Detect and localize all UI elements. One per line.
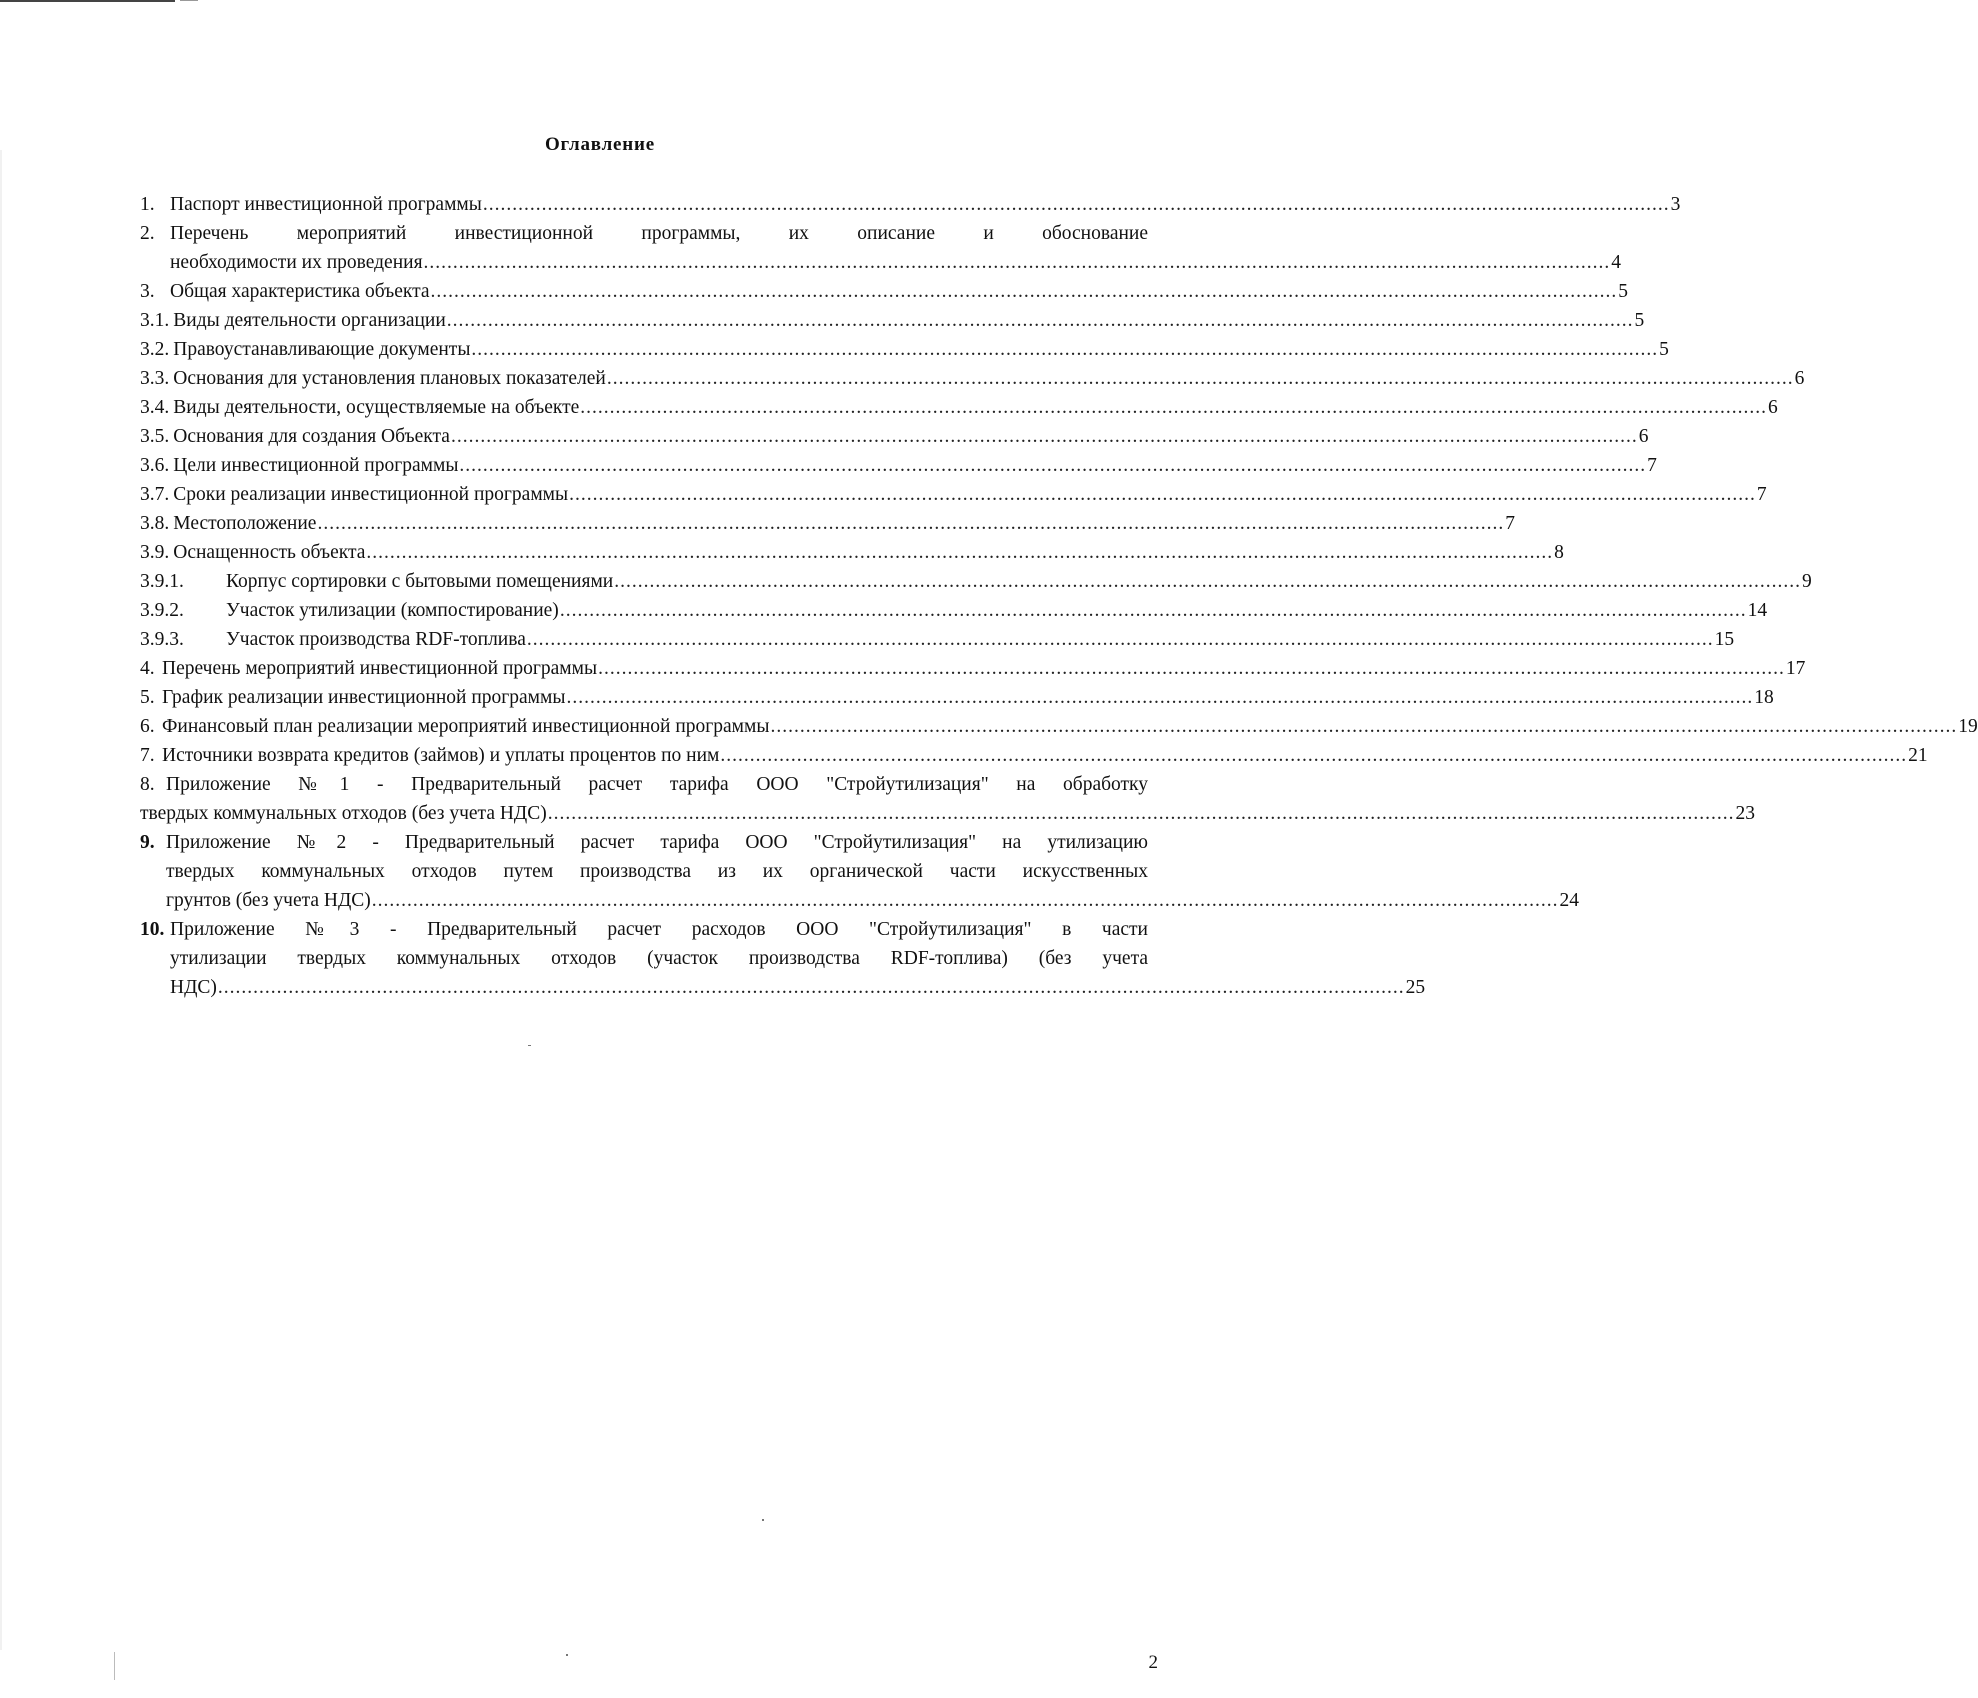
toc-entry-number: 3.5. — [140, 426, 170, 447]
scan-speck — [114, 1652, 115, 1680]
toc-entry-number: 3.2. — [140, 339, 170, 360]
page-number: 2 — [1148, 1652, 1158, 1673]
toc-entry-page: 4 — [1611, 252, 1622, 273]
toc-entry-label: Основания для установления плановых показателей — [173, 368, 606, 389]
toc-entry-label: необходимости их проведения — [170, 252, 423, 273]
toc-entry-number: 5. — [140, 687, 155, 708]
toc-entry[interactable] — [140, 393, 1778, 422]
toc-entry-number: 3.9. — [140, 542, 170, 563]
toc-entry-page: 7 — [1756, 484, 1767, 505]
toc-entry-page: 7 — [1647, 455, 1657, 476]
leader-dots: .......................................................................................................................................................................................................... — [217, 977, 1405, 998]
toc-entry-number: 3.1. — [140, 310, 170, 331]
toc-entry-page: 6 — [1794, 368, 1805, 389]
toc-entry-page: 24 — [1559, 890, 1580, 911]
toc-entry[interactable] — [140, 712, 1978, 741]
toc-entry[interactable] — [140, 480, 1767, 509]
toc-entry-number: 3.9.2. — [140, 600, 184, 621]
toc-entry-number: 6. — [140, 716, 155, 737]
toc-entry-label: Финансовый план реализации мероприятий инвестиционной программы — [162, 716, 770, 737]
toc-entry-label: График реализации инвестиционной программы — [162, 687, 566, 708]
leader-dots: .......................................................................................................................................................................................................... — [770, 716, 1958, 737]
toc-entry-label: Сроки реализации инвестиционной программы — [173, 484, 569, 505]
toc-entry-label: Паспорт инвестиционной программы — [170, 194, 482, 215]
toc-entry-label-line1: Приложение №2 - Предварительный расчет тарифа ООО "Стройутилизация" на утилизацию — [166, 832, 1148, 853]
leader-dots: .......................................................................................................................................................................................................... — [598, 658, 1785, 679]
toc-entry[interactable] — [140, 770, 1755, 828]
toc-entry-number: 3.9.1. — [140, 571, 184, 592]
toc-entry-number: 3.6. — [140, 455, 170, 476]
leader-dots: .......................................................................................................................................................................................................... — [566, 687, 1754, 708]
toc-entry-label-line1: Приложение №3 - Предварительный расчет расходов ООО "Стройутилизация" в части — [170, 919, 1148, 940]
toc-entry-page: 3 — [1670, 194, 1681, 215]
toc-entry-label: Источники возврата кредитов (займов) и уплаты процентов по ним — [162, 745, 720, 766]
toc-entry-label: Цели инвестиционной программы — [173, 455, 459, 476]
leader-dots: .......................................................................................................................................................................................................... — [450, 426, 1638, 447]
toc-entry-number: 10. — [140, 919, 165, 940]
leader-dots: .......................................................................................................................................................................................................... — [559, 600, 1747, 621]
toc-entry-label: Виды деятельности организации — [173, 310, 446, 331]
scan-speck — [528, 1045, 531, 1046]
toc-entry-label: Участок утилизации (компостирование) — [226, 600, 559, 621]
toc-entry[interactable] — [140, 509, 1515, 538]
leader-dots: .......................................................................................................................................................................................................... — [720, 745, 1908, 766]
toc-entry-page: 18 — [1754, 687, 1774, 708]
leader-dots: .......................................................................................................................................................................................................... — [606, 368, 1794, 389]
toc-entry-number: 4. — [140, 658, 155, 679]
leader-dots: .......................................................................................................................................................................................................... — [366, 542, 1554, 563]
toc-entry[interactable] — [140, 741, 1928, 770]
toc-entry-label: Общая характеристика объекта — [170, 281, 430, 302]
toc-entry-number: 3.9.3. — [140, 629, 184, 650]
toc-entry-page: 19 — [1958, 716, 1978, 737]
leader-dots: .......................................................................................................................................................................................................... — [614, 571, 1801, 592]
toc-entry-number: 3.7. — [140, 484, 170, 505]
toc-entry-page: 5 — [1618, 281, 1629, 302]
toc-entry-label: Оснащенность объекта — [173, 542, 366, 563]
toc-entry-label: грунтов (без учета НДС) — [166, 890, 371, 911]
toc-entry[interactable] — [140, 451, 1657, 480]
toc-entry-number: 9. — [140, 832, 155, 853]
leader-dots: .......................................................................................................................................................................................................... — [446, 310, 1634, 331]
leader-dots: .......................................................................................................................................................................................................... — [526, 629, 1714, 650]
scan-speck — [566, 1654, 568, 1656]
toc-entry-page: 21 — [1908, 745, 1928, 766]
toc-entry-page: 5 — [1659, 339, 1669, 360]
toc-entry-page: 15 — [1714, 629, 1735, 650]
toc-entry[interactable] — [140, 828, 1580, 915]
toc-entry-number: 7. — [140, 745, 155, 766]
toc-entry-number: 3.4. — [140, 397, 170, 418]
scan-edge — [0, 150, 2, 1650]
toc-entry-page: 6 — [1638, 426, 1649, 447]
leader-dots: .......................................................................................................................................................................................................... — [471, 339, 1659, 360]
toc-entry-label: Правоустанавливающие документы — [173, 339, 471, 360]
toc-entry-page: 17 — [1785, 658, 1806, 679]
toc-entry-label: Участок производства RDF-топлива — [226, 629, 526, 650]
leader-dots: .......................................................................................................................................................................................................... — [430, 281, 1618, 302]
toc-entry-page: 9 — [1801, 571, 1812, 592]
toc-entry-page: 7 — [1505, 513, 1515, 534]
toc-entry-label-line2: твердых коммунальных отходов путем производства из их органической части искусственных — [166, 861, 1148, 882]
scan-artifact-top — [0, 0, 175, 2]
toc-entry[interactable] — [140, 335, 1669, 364]
leader-dots: .......................................................................................................................................................................................................... — [580, 397, 1767, 418]
leader-dots: .......................................................................................................................................................................................................... — [547, 803, 1735, 824]
leader-dots: .......................................................................................................................................................................................................... — [423, 252, 1611, 273]
leader-dots: .......................................................................................................................................................................................................... — [317, 513, 1505, 534]
scan-speck — [762, 1519, 764, 1521]
toc-entry[interactable] — [140, 538, 1564, 567]
leader-dots: .......................................................................................................................................................................................................... — [569, 484, 1756, 505]
toc-entry-label: Корпус сортировки с бытовыми помещениями — [226, 571, 614, 592]
toc-entry-label: Основания для создания Объекта — [173, 426, 450, 447]
toc-entry[interactable] — [140, 422, 1649, 451]
toc-entry-page: 6 — [1768, 397, 1778, 418]
toc-title: Оглавление — [544, 134, 656, 155]
toc-entry-page: 14 — [1747, 600, 1768, 621]
toc-entry-label-line1: Приложение №1 - Предварительный расчет тарифа ООО "Стройутилизация" на обработку — [166, 774, 1148, 795]
toc-entry-label-line2: утилизации твердых коммунальных отходов (участок производства RDF-топлива) (без учета — [170, 948, 1148, 969]
toc-entry-label: НДС) — [170, 977, 217, 998]
toc-entry-number: 8. — [140, 774, 155, 795]
toc-entry-label: твердых коммунальных отходов (без учета НДС) — [140, 803, 547, 824]
toc-entry[interactable] — [140, 625, 1735, 654]
leader-dots: .......................................................................................................................................................................................................... — [459, 455, 1647, 476]
leader-dots: .......................................................................................................................................................................................................... — [371, 890, 1559, 911]
toc-entry-number: 2. — [140, 223, 155, 244]
toc-entry-page: 25 — [1405, 977, 1426, 998]
toc-entry[interactable] — [140, 277, 1629, 306]
toc-entry[interactable] — [140, 364, 1805, 393]
toc-entry-number: 1. — [140, 194, 155, 215]
table-of-contents — [140, 190, 1978, 1002]
toc-entry[interactable] — [140, 567, 1812, 596]
toc-entry[interactable] — [140, 654, 1806, 683]
toc-entry[interactable] — [140, 915, 1426, 1002]
toc-entry[interactable] — [140, 596, 1768, 625]
toc-entry-number: 3.8. — [140, 513, 170, 534]
toc-entry[interactable] — [140, 190, 1681, 219]
toc-entry-page: 5 — [1634, 310, 1645, 331]
toc-entry-page: 8 — [1554, 542, 1564, 563]
toc-entry-label: Виды деятельности, осуществляемые на объекте — [173, 397, 580, 418]
toc-entry-label: Перечень мероприятий инвестиционной программы — [162, 658, 598, 679]
toc-entry[interactable] — [140, 219, 1622, 277]
scan-artifact-top-short — [180, 0, 198, 1]
toc-entry-label-line1: Перечень мероприятий инвестиционной программы, их описание и обоснование — [170, 223, 1148, 244]
toc-entry-number: 3.3. — [140, 368, 170, 389]
leader-dots: .......................................................................................................................................................................................................... — [482, 194, 1670, 215]
toc-entry-page: 23 — [1735, 803, 1755, 824]
toc-entry[interactable] — [140, 683, 1774, 712]
toc-entry-label: Местоположение — [173, 513, 317, 534]
toc-entry-number: 3. — [140, 281, 155, 302]
toc-entry[interactable] — [140, 306, 1645, 335]
